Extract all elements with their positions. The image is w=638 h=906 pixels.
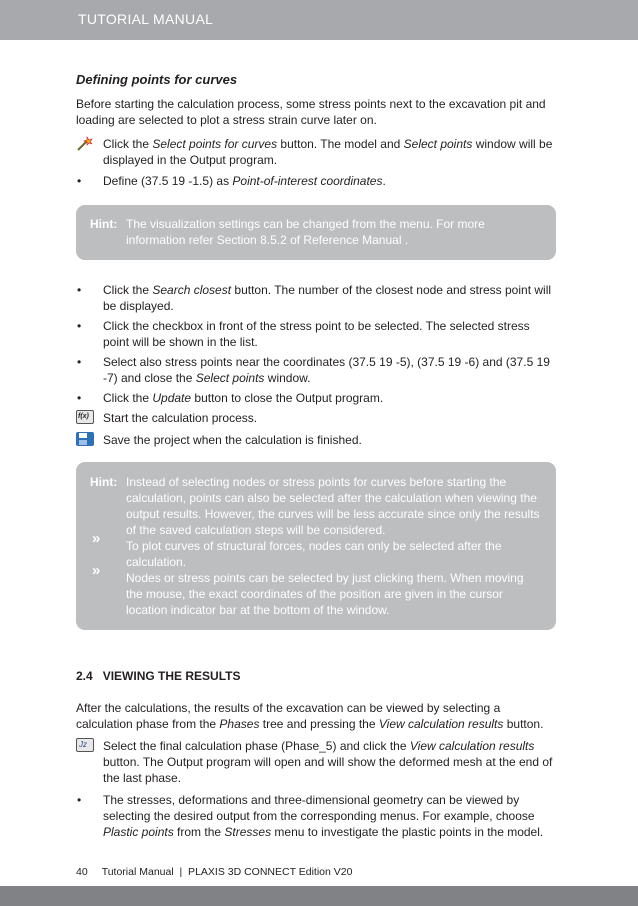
step-select-points	[76, 136, 556, 168]
bullet: •	[77, 174, 82, 188]
step-text	[103, 174, 386, 188]
step-text	[103, 391, 383, 405]
text-run: After the calculations, the results of the excavation can be viewed by selecting a calculation phase from the	[76, 701, 501, 731]
hint-body	[90, 474, 542, 618]
menu-ref-stresses: Stresses	[224, 825, 272, 839]
step-search-closest	[76, 282, 556, 314]
button-ref-view-results: View calculation results	[409, 739, 535, 753]
header-title: TUTORIAL MANUAL	[78, 11, 214, 27]
hint-paragraph: To plot curves of structural forces, nodes can only be selected after the calculation.	[126, 539, 502, 569]
text-run: from the	[173, 825, 225, 839]
bullet: •	[77, 391, 82, 405]
page-content	[76, 72, 556, 845]
text-run: Click the	[103, 137, 153, 151]
step-define-coordinates	[76, 173, 556, 189]
hint-label: Hint:	[90, 217, 118, 231]
step-text	[103, 137, 552, 167]
button-ref-update: Update	[152, 391, 192, 405]
section-heading-text: VIEWING THE RESULTS	[102, 669, 241, 683]
text-run: button. The model and	[277, 137, 404, 151]
chevron-double-right-icon: »	[92, 530, 101, 547]
text-run: The stresses, deformations and three-dimensional geometry can be viewed by selecting the desired output from the corresponding menus. For example, choose	[103, 793, 535, 823]
step-view-stresses	[76, 792, 556, 840]
hint-label: Hint:	[90, 475, 118, 489]
footer-bar	[0, 886, 638, 906]
text-run: Click the	[103, 283, 153, 297]
text-run: button. The Output program will open and will show the deformed mesh at the end of the last phase.	[103, 755, 553, 785]
step-click-checkbox	[76, 318, 556, 350]
section-number: 2.4	[76, 669, 93, 683]
hint-box-curves	[76, 462, 556, 630]
window-ref-select-points: Select points	[195, 371, 265, 385]
text-run: .	[382, 174, 386, 188]
section-intro: Before starting the calculation process, some stress points next to the excavation pit and loading are selected to plot a stress strain curve later on.	[76, 97, 546, 127]
step-select-more-points	[76, 354, 556, 386]
field-ref-point-of-interest: Point-of-interest coordinates	[232, 174, 383, 188]
text-run: menu to investigate the plastic points in the model.	[271, 825, 544, 839]
button-ref-select-points-for-curves: Select points for curves	[152, 137, 278, 151]
button-ref-search-closest: Search closest	[152, 283, 232, 297]
text-run: button to close the Output program.	[191, 391, 384, 405]
header-bar	[0, 0, 638, 40]
text-run: Select also stress points near the coordinates (37.5 19 -5), (37.5 19 -6) and (37.5 19 -7) and close the	[103, 355, 550, 385]
step-text	[103, 283, 551, 313]
bullet: •	[77, 319, 82, 333]
step-click-update	[76, 390, 556, 406]
button-ref-view-results: View calculation results	[378, 717, 504, 731]
bullet: •	[77, 355, 82, 369]
section2-intro	[76, 700, 556, 732]
hint-paragraph: Instead of selecting nodes or stress points for curves before starting the calculation, points can also be selected after the calculation when viewing the output results. However, the curves will be less accurate since only the results of the saved calculation steps will be considered.	[126, 475, 540, 537]
tree-ref-phases: Phases	[219, 717, 260, 731]
view-results-icon-glyph: Jz	[79, 740, 87, 749]
bullet: •	[77, 793, 82, 807]
hint-paragraph: Nodes or stress points can be selected by just clicking them. When moving the mouse, the exact coordinates of the position are given in the cursor location indicator bar at the bottom of the window.	[126, 571, 524, 617]
text-run: Click the	[103, 391, 153, 405]
step-save-project	[76, 432, 556, 448]
menu-ref-plastic-points: Plastic points	[103, 825, 174, 839]
calculate-icon	[76, 410, 94, 424]
text-run: Select the final calculation phase (Phase_5) and click the	[103, 739, 410, 753]
text-run: button.	[503, 717, 544, 731]
bullet: •	[77, 283, 82, 297]
window-ref-select-points: Select points	[403, 137, 473, 151]
step-text: Start the calculation process.	[103, 411, 258, 425]
text-run: window.	[264, 371, 311, 385]
chevron-double-right-icon: »	[92, 562, 101, 579]
step-text	[103, 739, 552, 785]
footer-title: Tutorial Manual | PLAXIS 3D CONNECT Edition V20	[101, 866, 353, 878]
step-text	[103, 793, 543, 839]
save-icon	[76, 432, 94, 446]
section-heading-viewing-results	[76, 668, 556, 684]
step-text: Save the project when the calculation is finished.	[103, 433, 362, 447]
step-text	[103, 355, 550, 385]
hint-box-visualization	[76, 205, 556, 260]
step-select-final-phase	[76, 738, 556, 786]
page-footer	[76, 866, 352, 878]
view-calculation-results-icon	[76, 738, 94, 752]
text-run: window will be displayed in the Output program.	[103, 137, 553, 167]
page-number: 40	[76, 866, 88, 878]
text-run: tree and pressing the	[259, 717, 379, 731]
step-text: Click the checkbox in front of the stress point to be selected. The selected stress point will be shown in the list.	[103, 319, 530, 349]
calculate-icon-glyph: f(x)	[78, 413, 89, 420]
hint-text: The visualization settings can be changed from the menu. For more information refer Section 8.5.2 of Reference Manual .	[126, 217, 485, 247]
text-run: button. The number of the closest node and stress point will be displayed.	[103, 283, 552, 313]
step-start-calculation	[76, 410, 556, 426]
text-run: Define (37.5 19 -1.5) as	[103, 174, 233, 188]
section-title: Defining points for curves	[76, 72, 238, 87]
